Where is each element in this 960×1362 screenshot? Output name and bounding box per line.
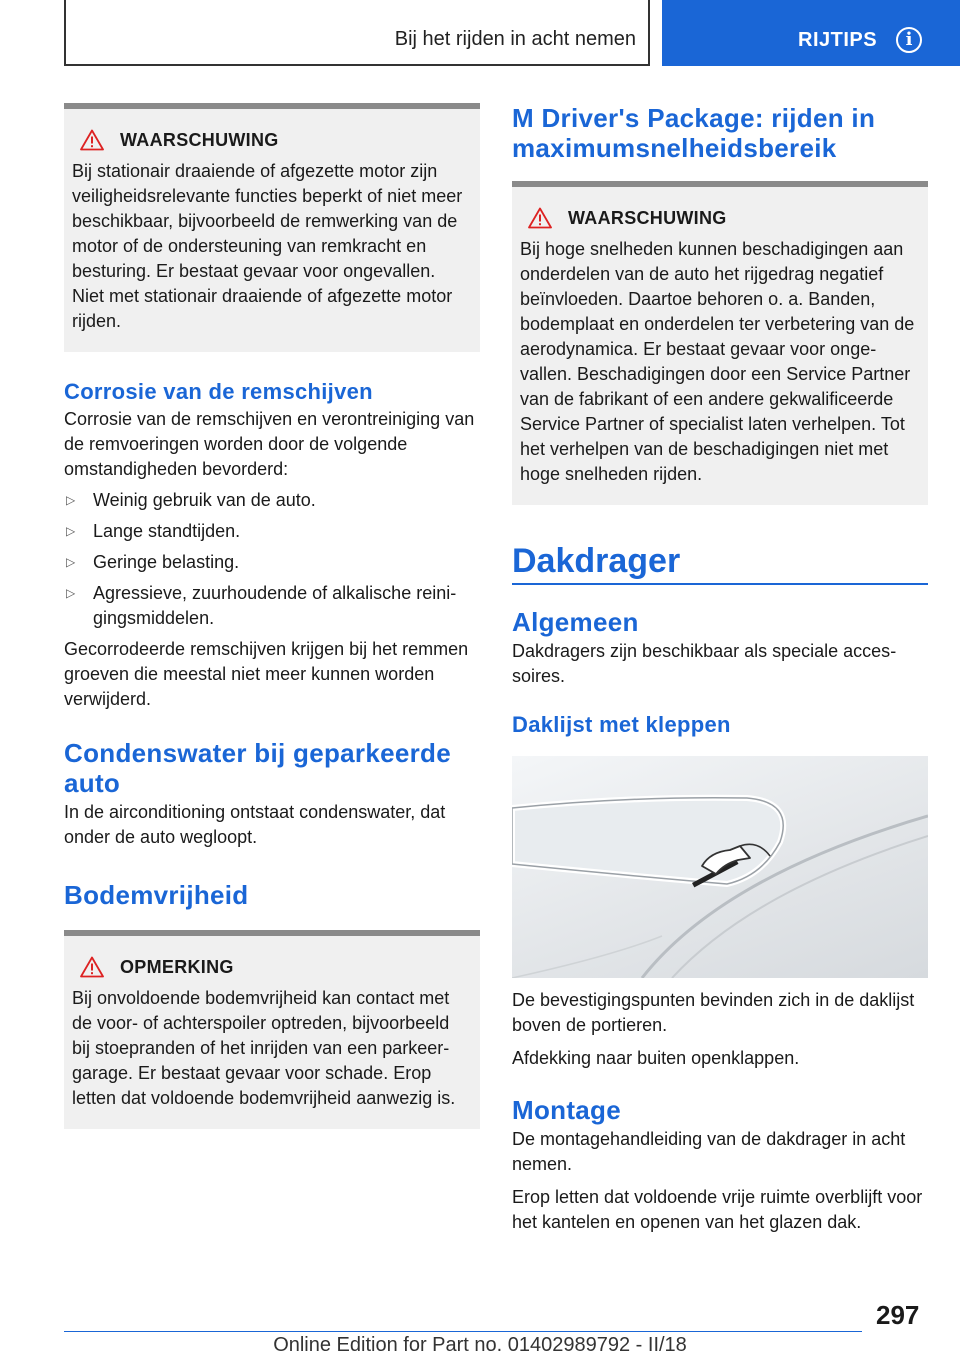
condensation-text: In de airconditioning ontstaat condenswater, dat onder de auto wegloopt. [64, 802, 446, 847]
corrosion-outro: Gecorrodeerde remschijven krijgen bij het remmen groeven die meestal niet meer kunnen worden verwijderd. [64, 639, 469, 709]
note-box-clearance [64, 930, 480, 1129]
header-tab-label: RIJTIPS [798, 29, 878, 51]
warning-title: WAARSCHUWING [568, 207, 727, 228]
warning-box-speed [512, 181, 928, 505]
triangle-bullet-icon: ▷ [66, 524, 76, 538]
roof-strip-illustration [512, 756, 928, 978]
figure-caption-2: Afdekking naar buiten openklappen. [512, 1048, 800, 1068]
footer-divider [64, 1331, 862, 1332]
list-item: ▷ Agressieve, zuurhoudende of alkalische reinigingsmiddelen. [66, 583, 457, 628]
heading-condensation: Condenswater bij geparkeerde auto [64, 738, 451, 798]
mounting-text-1: De montagehandleiding van de dakdrager in acht nemen. [512, 1129, 906, 1174]
heading-general: Algemeen [512, 607, 639, 637]
warning-title-row [528, 207, 920, 229]
right-column [512, 103, 928, 1235]
warning-triangle-icon [80, 129, 104, 151]
note-text: Bij onvoldoende bodemvrijheid kan contact met de voor- of achterspoiler optreden, bijvoorbeeld bij stoepranden of het inrijden van een parkeergarage. Er bestaat gevaar voor schade. Erop letten dat voldoende bodemvrijheid aanwezig is. [72, 988, 456, 1108]
corrosion-list [64, 488, 480, 631]
chapter-title: Dakdrager [512, 542, 681, 580]
general-text: Dakdragers zijn beschikbaar als speciale accessoires. [512, 641, 897, 686]
header-chapter-tab[interactable] [662, 0, 960, 66]
warning-text: Bij hoge snelheden kunnen beschadigingen aan onderdelen van de auto het rijgedrag negatief beïnvloeden. Daartoe behoren o. a. Banden, bodemplaat en onderdelen ter verbetering van de aerodynamica. Er bestaat gevaar voor ongevallen. Beschadigingen door een Service Partner van de fabrikant of een andere gekwalificeerde Service Partner of specialist laten verhelpen. Tot het verhelpen van de beschadigingen niet met hoge snelheden rijden. [520, 239, 915, 484]
corrosion-intro: Corrosie van de remschijven en verontreiniging van de remvoeringen worden door de volgende omstandigheden bevorderd: [64, 409, 475, 479]
triangle-bullet-icon: ▷ [66, 555, 76, 569]
footer-edition: Online Edition for Part no. 01402989792 - II/18 [273, 1334, 687, 1356]
warning-triangle-icon [80, 956, 104, 978]
heading-clearance: Bodemvrijheid [64, 880, 249, 910]
info-icon[interactable]: i [896, 27, 922, 53]
warning-title: WAARSCHUWING [120, 129, 279, 150]
figure-caption-1: De bevestigingspunten bevinden zich in de daklijst boven de portieren. [512, 990, 915, 1035]
triangle-bullet-icon: ▷ [66, 493, 76, 507]
header-section-title: Bij het rijden in acht nemen [394, 28, 636, 50]
warning-title-row [80, 129, 472, 151]
left-column [64, 103, 480, 1129]
list-item: ▷ Weinig gebruik van de auto. [64, 488, 480, 513]
list-item: ▷ Geringe belasting. [64, 550, 480, 575]
heading-corrosion: Corrosie van de remschijven [64, 379, 373, 404]
chapter-title-block [512, 541, 928, 585]
triangle-bullet-icon: ▷ [66, 586, 76, 600]
header-section-box [64, 0, 650, 66]
heading-mounting: Montage [512, 1095, 621, 1125]
list-item: ▷ Lange standtijden. [64, 519, 480, 544]
page-number: 297 [876, 1300, 920, 1330]
roof-strip-drawing [512, 756, 928, 978]
warning-box-engine [64, 103, 480, 352]
mounting-text-2: Erop letten dat voldoende vrije ruimte overblijft voor het kantelen en openen van het glazen dak. [512, 1187, 923, 1232]
note-title-row [80, 956, 472, 978]
heading-mdriver: M Driver's Package: rijden in maximumsnelheidsbereik [512, 103, 876, 163]
note-title: OPMERKING [120, 956, 234, 977]
warning-triangle-icon [528, 207, 552, 229]
heading-roofstrip: Daklijst met kleppen [512, 712, 731, 737]
page-header [0, 0, 960, 66]
warning-text: Bij stationair draaiende of afgezette motor zijn veiligheidsrelevante functies beperkt of niet meer beschikbaar, bijvoorbeeld de remwerking van de motor of de ondersteuning van remkracht en besturing. Er bestaat gevaar voor ongevallen. Niet met stationair draaiende of afgezette motor rijden. [72, 161, 463, 331]
